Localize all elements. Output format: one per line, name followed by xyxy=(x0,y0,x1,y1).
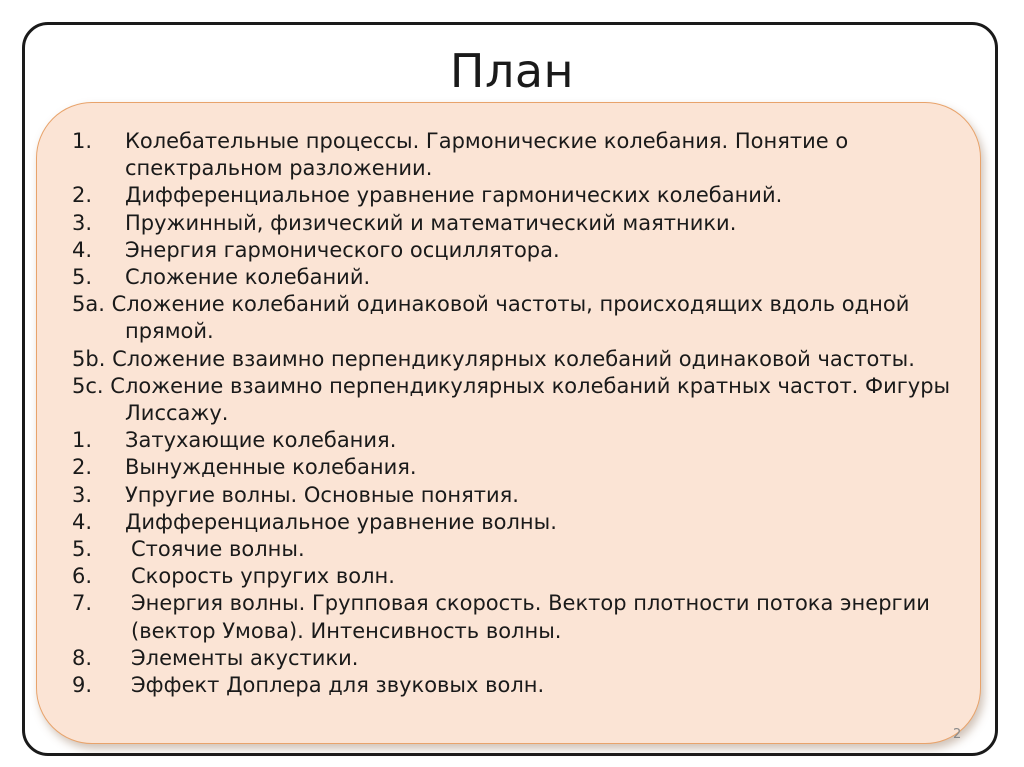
plan-item-number: 6. xyxy=(72,564,93,589)
plan-item-text: Колебательные процессы. Гармонические колебания. Понятие о спектральном разложении. xyxy=(125,129,849,181)
page-number: 2 xyxy=(953,727,962,742)
plan-item-text: Сложение колебаний. xyxy=(125,265,371,290)
plan-item-number: 5c. xyxy=(72,373,104,398)
plan-item-number: 3. xyxy=(72,482,93,507)
plan-item-text: Дифференциальное уравнение гармонических колебаний. xyxy=(125,183,783,208)
plan-item-text: Пружинный, физический и математический маятники. xyxy=(125,210,737,235)
plan-item xyxy=(72,563,952,590)
plan-item xyxy=(72,210,952,237)
plan-item-number: 1. xyxy=(72,428,93,453)
plan-item-text: Скорость упругих волн. xyxy=(131,564,395,589)
plan-item-number: 2. xyxy=(72,183,93,208)
plan-item xyxy=(72,645,952,672)
plan-item-text: Эффект Доплера для звуковых волн. xyxy=(131,673,545,698)
plan-item xyxy=(72,590,952,644)
plan-item-number: 5. xyxy=(72,265,93,290)
plan-item-text: Затухающие колебания. xyxy=(125,428,397,453)
plan-item-text: Дифференциальное уравнение волны. xyxy=(125,509,557,534)
plan-item xyxy=(72,182,952,209)
plan-item xyxy=(72,536,952,563)
plan-subitem xyxy=(72,346,952,373)
plan-item xyxy=(72,454,952,481)
plan-item xyxy=(72,672,952,699)
plan-item xyxy=(72,509,952,536)
plan-item-text: Энергия гармонического осциллятора. xyxy=(125,237,560,262)
plan-item-number: 4. xyxy=(72,509,93,534)
plan-item-text: Энергия волны. Групповая скорость. Вектор плотности потока энергии (вектор Умова). Интенсивность волны. xyxy=(131,591,930,643)
plan-item-number: 3. xyxy=(72,210,93,235)
plan-subitem xyxy=(72,373,952,427)
plan-item-text: Элементы акустики. xyxy=(131,645,359,670)
plan-item-number: 8. xyxy=(72,645,93,670)
plan-item-number: 4. xyxy=(72,237,93,262)
plan-item xyxy=(72,264,952,291)
plan-item xyxy=(72,128,952,182)
plan-item-number: 9. xyxy=(72,673,93,698)
plan-item-number: 5. xyxy=(72,537,93,562)
plan-item-number: 7. xyxy=(72,591,93,616)
plan-item xyxy=(72,427,952,454)
plan-item-text: Сложение колебаний одинаковой частоты, происходящих вдоль одной прямой. xyxy=(111,292,910,344)
plan-item xyxy=(72,482,952,509)
plan-item-text: Вынужденные колебания. xyxy=(125,455,417,480)
plan-item-number: 2. xyxy=(72,455,93,480)
plan-item-number: 5b. xyxy=(72,346,106,371)
plan-item xyxy=(72,237,952,264)
plan-item-text: Сложение взаимно перпендикулярных колебаний кратных частот. Фигуры Лиссажу. xyxy=(110,373,951,426)
plan-item-number: 1. xyxy=(72,129,93,153)
plan-item-text: Стоячие волны. xyxy=(131,537,305,562)
slide-title: План xyxy=(449,44,575,98)
plan-item-number: 5a. xyxy=(72,292,105,317)
plan-subitem xyxy=(72,291,952,345)
plan-list xyxy=(72,128,952,699)
plan-item-text: Сложение взаимно перпендикулярных колебаний одинаковой частоты. xyxy=(112,346,915,371)
plan-item-text: Упругие волны. Основные понятия. xyxy=(125,482,519,507)
